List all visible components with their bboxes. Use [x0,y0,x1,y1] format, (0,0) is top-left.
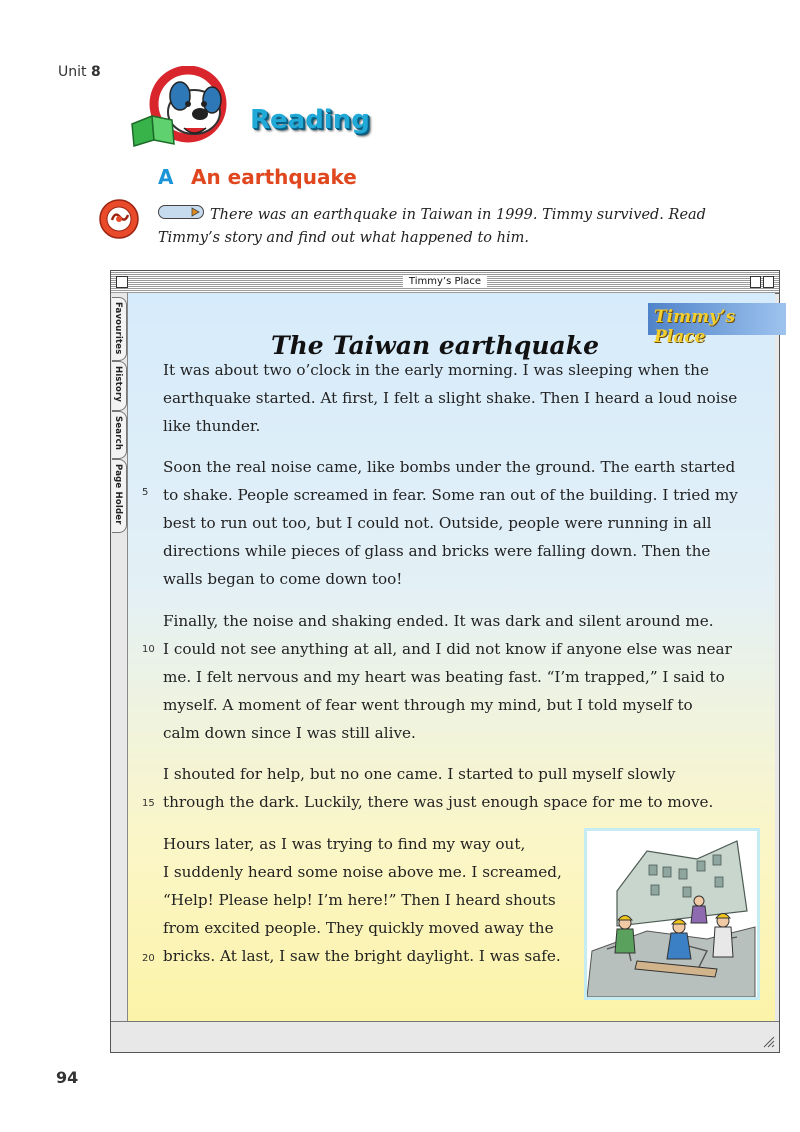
line-number: 5 [142,487,149,498]
tab-history[interactable] [112,361,127,411]
text-line: I could not see anything at all, and I did not know if anyone else was near [163,640,732,658]
section-title: An earthquake [191,165,357,189]
side-tabs [111,293,128,1022]
text-line: to shake. People screamed in fear. Some ran out of the building. I tried my [163,486,738,504]
unit-number: 8 [90,64,101,80]
tab-search[interactable] [112,411,127,459]
section-heading-reading: Reading [250,105,370,135]
window-titlebar[interactable] [111,271,779,294]
tab-page-holder[interactable] [112,459,127,533]
tab-search-label: Search [113,416,123,451]
rescue-illustration [584,828,760,1000]
text-line: calm down since I was still alive. [163,724,416,742]
text-line: “Help! Please help! I’m here!” Then I heard shouts [163,891,556,909]
rescue-scene-icon [587,831,757,997]
line-number: 15 [142,798,155,809]
window-title: Timmy’s Place [403,275,487,288]
close-box-icon[interactable] [116,276,128,288]
text-line: earthquake started. At first, I felt a slight shake. Then I heard a loud noise [163,389,738,407]
resize-grip-icon[interactable] [763,1036,775,1048]
text-line: directions while pieces of glass and bricks were falling down. Then the [163,542,711,560]
paragraph-2 [163,453,743,593]
text-line: Finally, the noise and shaking ended. It was dark and silent around me. [163,612,714,630]
text-line: It was about two o’clock in the early morning. I was sleeping when the [163,361,709,379]
collapse-box-icon[interactable] [763,276,774,288]
text-line: Soon the real noise came, like bombs under the ground. The earth started [163,458,736,476]
paragraph-4 [163,760,743,816]
tab-favourites-label: Favourites [113,302,123,355]
text-line: Hours later, as I was trying to find my way out, [163,835,526,853]
page-number: 94 [56,1068,79,1087]
text-line: me. I felt nervous and my heart was beating fast. “I’m trapped,” I said to [163,668,725,686]
text-line: I suddenly heard some noise above me. I screamed, [163,863,562,881]
text-line: like thunder. [163,417,261,435]
text-line: best to run out too, but I could not. Outside, people were running in all [163,514,712,532]
unit-word: Unit [58,64,87,80]
text-line: walls began to come down too! [163,570,403,588]
tab-page-holder-label: Page Holder [113,464,123,525]
zoom-box-icon[interactable] [750,276,761,288]
text-line: through the dark. Luckily, there was just enough space for me to move. [163,793,714,811]
timmys-place-window [110,270,780,1053]
timmys-place-logo [648,303,786,347]
audio-cd-icon[interactable] [98,198,140,240]
window-bottom-bar [111,1021,779,1052]
text-line: bricks. At last, I saw the bright daylight. I was safe. [163,947,561,965]
window-content [128,293,775,1022]
paragraph-3 [163,607,743,747]
instructions-text: There was an earthquake in Taiwan in 1999. Timmy survived. Read Timmy’s story and find out what happened to him. [158,207,706,246]
paragraph-1 [163,356,743,440]
story-title: The Taiwan earthquake [271,331,599,360]
tab-favourites[interactable] [112,297,127,361]
line-number: 20 [142,953,155,964]
text-line: from excited people. They quickly moved away the [163,919,554,937]
text-line: myself. A moment of fear went through my mind, but I told myself to [163,696,693,714]
section-letter: A [158,165,174,189]
paragraph-5 [163,830,573,970]
unit-label [58,64,101,80]
dog-mascot-icon [128,66,252,150]
line-number: 10 [142,644,155,655]
tab-history-label: History [113,366,123,403]
text-line: I shouted for help, but no one came. I started to pull myself slowly [163,765,676,783]
logo-text: Timmy’s Place [654,307,736,347]
